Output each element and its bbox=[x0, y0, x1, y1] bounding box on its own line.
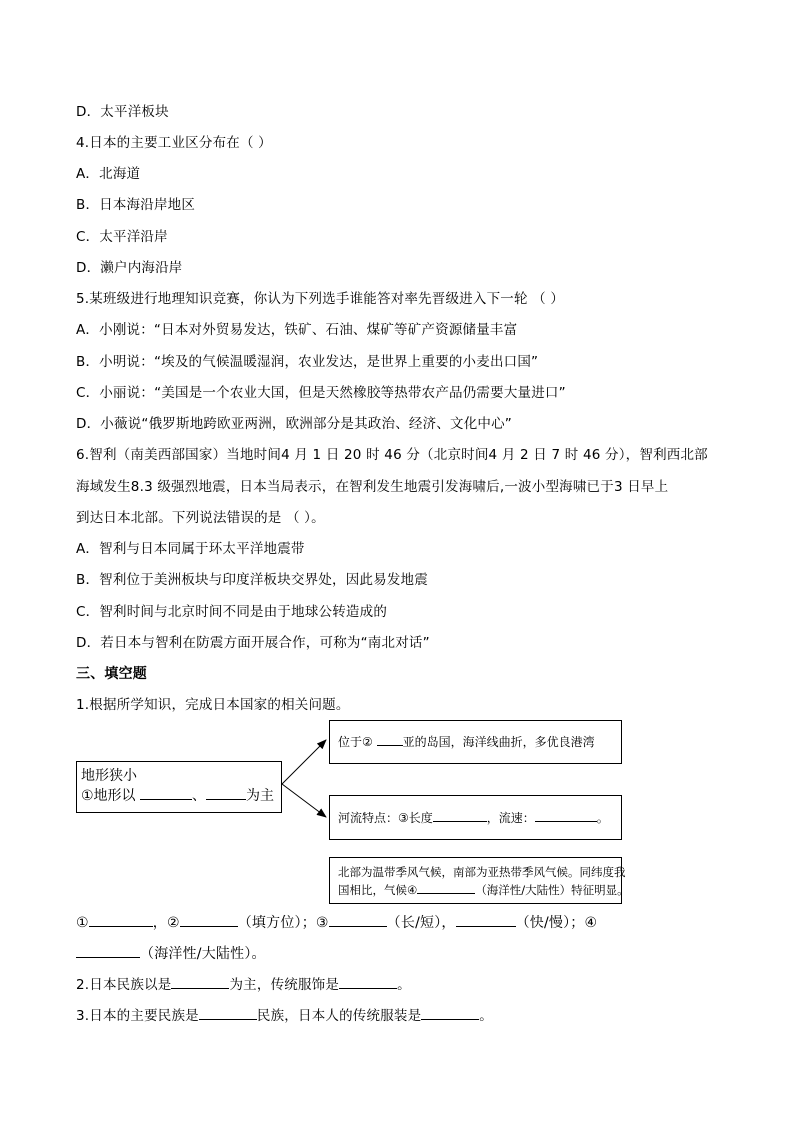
diagram-river-box: 河流特点：③长度 ，流速： 。 bbox=[329, 795, 622, 840]
question-4: 4.日本的主要工业区分布在（ ） bbox=[76, 135, 272, 151]
option-d-pacific-plate: D．太平洋板块 bbox=[76, 104, 169, 120]
answer-blank-3b[interactable] bbox=[456, 913, 516, 927]
diagram-climate-box: 北部为温带季风气候，南部为亚热带季风气候。同纬度我 国相比，气候④ （海洋性/大陆性）特征明显。 bbox=[329, 857, 622, 904]
option-c: C．太平洋沿岸 bbox=[76, 229, 168, 245]
option-a: A．北海道 bbox=[76, 166, 141, 182]
q2-blank-1[interactable] bbox=[171, 975, 229, 989]
question-5: 5.某班级进行地理知识竞赛，你认为下列选手谁能答对率先晋级进入下一轮 （ ） bbox=[76, 291, 565, 307]
option-a: A．小刚说：“日本对外贸易发达，铁矿、石油、煤矿等矿产资源储量丰富 bbox=[76, 322, 518, 338]
diagram-location-box: 位于② 亚的岛国，海洋线曲折，多优良港湾 bbox=[329, 720, 622, 764]
q3-blank-1[interactable] bbox=[199, 1006, 257, 1020]
arrow-down bbox=[282, 784, 326, 817]
blank-3a[interactable] bbox=[433, 810, 487, 822]
terrain-title: 地形狭小 bbox=[81, 768, 137, 784]
option-c: C．小丽说：“美国是一个农业大国，但是天然橡胶等热带农产品仍需要大量进口” bbox=[76, 385, 566, 401]
option-c: C．智利时间与北京时间不同是由于地球公转造成的 bbox=[76, 604, 388, 620]
answer-blank-4[interactable] bbox=[76, 944, 140, 958]
option-d: D．濑户内海沿岸 bbox=[76, 260, 183, 276]
q3-blank-2[interactable] bbox=[421, 1006, 479, 1020]
blank-1a[interactable] bbox=[140, 786, 192, 800]
section-heading: 三、填空题 bbox=[76, 666, 147, 682]
q2-blank-2[interactable] bbox=[339, 975, 397, 989]
option-a: A．智利与日本同属于环太平洋地震带 bbox=[76, 541, 305, 557]
answer-blank-2[interactable] bbox=[180, 913, 238, 927]
blank-2[interactable] bbox=[377, 734, 403, 746]
blank-3b[interactable] bbox=[535, 810, 597, 822]
arrow-up bbox=[282, 740, 326, 784]
option-b: B．小明说：“埃及的气候温暖湿润，农业发达，是世界上重要的小麦出口国” bbox=[76, 354, 539, 370]
answer-line-1: ① ，② （填方位）；③ （长/短）， （快/慢）；④ bbox=[76, 915, 598, 931]
answer-line-2: （海洋性/大陆性）。 bbox=[76, 944, 266, 964]
question-6-line-3: 到达日本北部。下列说法错误的是 （ ）。 bbox=[76, 510, 325, 526]
answer-blank-3a[interactable] bbox=[329, 913, 387, 927]
question-6-line-2: 海域发生8.3 级强烈地震，日本当局表示，在智利发生地震引发海啸后,一波小型海啸已于3 日早上 bbox=[76, 479, 669, 495]
answer-blank-1[interactable] bbox=[89, 913, 153, 927]
diagram-terrain-box bbox=[76, 761, 282, 813]
option-d: D．小薇说“俄罗斯地跨欧亚两洲，欧洲部分是其政治、经济、文化中心” bbox=[76, 416, 512, 432]
blank-1b[interactable] bbox=[206, 786, 246, 800]
terrain-line: ①地形以 、 为主 bbox=[81, 788, 275, 804]
fill-question-2: 2.日本民族以是 为主，传统服饰是 。 bbox=[76, 977, 411, 993]
fill-question-3: 3.日本的主要民族是 民族，日本人的传统服装是 。 bbox=[76, 1008, 493, 1024]
blank-4[interactable] bbox=[417, 882, 475, 894]
option-b: B．智利位于美洲板块与印度洋板块交界处，因此易发地震 bbox=[76, 572, 428, 588]
fill-question-1: 1.根据所学知识，完成日本国家的相关问题。 bbox=[76, 697, 350, 713]
option-d: D．若日本与智利在防震方面开展合作，可称为“南北对话” bbox=[76, 635, 430, 651]
question-6-line-1: 6.智利（南美西部国家）当地时间4 月 1 日 20 时 46 分（北京时间4 月 2 日 7 时 46 分），智利西北部 bbox=[76, 447, 708, 463]
option-b: B．日本海沿岸地区 bbox=[76, 197, 196, 213]
